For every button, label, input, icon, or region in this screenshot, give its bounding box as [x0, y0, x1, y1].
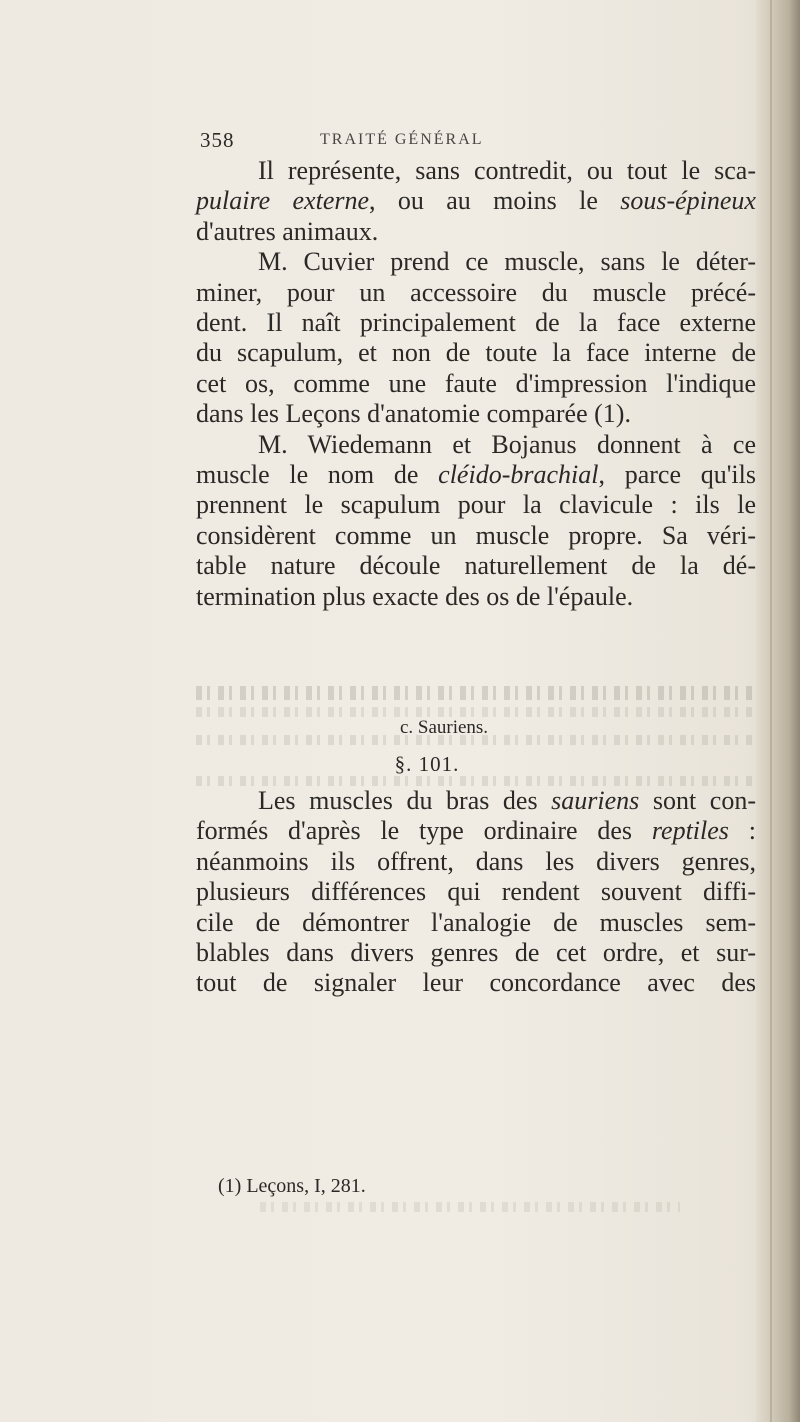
bleed-through-text [196, 735, 756, 745]
paragraph-1 [196, 156, 756, 612]
text-line: considèrent comme un muscle propre. Sa véri- [196, 520, 756, 550]
bleed-through-text [196, 686, 756, 700]
text-line: termination plus exacte des os de l'épaule. [196, 581, 634, 611]
text-line: d'autres animaux. [196, 216, 379, 246]
text-line: cile de démontrer l'analogie de muscles sem- [196, 907, 756, 937]
text-line: dent. Il naît principalement de la face externe [196, 308, 756, 338]
italic-term: cléido-brachial [438, 460, 599, 490]
caption-text: c. Sauriens. [399, 717, 489, 738]
text-line: formés d'après le type ordinaire des reptiles : [196, 816, 756, 846]
page-edge-shadow [756, 0, 800, 1422]
text-line: du scapulum, et non de toute la face interne de [196, 338, 756, 368]
bleed-through-text [196, 707, 756, 717]
text-line: miner, pour un accessoire du muscle précé- [196, 277, 756, 307]
italic-term: sous-épineux [620, 186, 756, 216]
text-line: Il représente, sans contredit, ou tout le sca- [258, 156, 756, 185]
paragraph-2 [196, 786, 756, 999]
text-line: pulaire externe, ou au moins le sous-épineux [196, 186, 756, 216]
running-title: TRAITÉ GÉNÉRAL [320, 131, 484, 148]
text-line: M. Cuvier prend ce muscle, sans le déter- [258, 247, 756, 277]
bleed-through-text [260, 1202, 680, 1212]
footnote: (1) Leçons, I, 281. [218, 1175, 366, 1197]
italic-term: sauriens [551, 786, 640, 815]
text-line: blables dans divers genres de cet ordre, et sur- [196, 938, 756, 968]
text-line: M. Wiedemann et Bojanus donnent à ce [258, 429, 756, 459]
text-line: néanmoins ils offrent, dans les divers genres, [196, 846, 756, 876]
text-line: prennent le scapulum pour la clavicule : ils le [196, 490, 756, 520]
text-line: table nature découle naturellement de la dé- [196, 551, 756, 581]
section-number: §. 101. [394, 752, 460, 776]
text-line: tout de signaler leur concordance avec des [196, 968, 756, 998]
text-line: Les muscles du bras des sauriens sont con- [258, 786, 756, 815]
page-number: 358 [200, 128, 235, 152]
text-line: muscle le nom de cléido-brachial, parce qu'ils [196, 460, 756, 490]
italic-term: pulaire externe [196, 186, 370, 216]
section-heading [0, 752, 800, 777]
text-line: plusieurs différences qui rendent souvent diffi- [196, 877, 756, 907]
italic-term: reptiles [651, 816, 729, 846]
text-line: dans les Leçons d'anatomie comparée (1). [196, 399, 631, 429]
text-line: cet os, comme une faute d'impression l'indique [196, 368, 756, 398]
bleed-through-text [196, 776, 756, 786]
